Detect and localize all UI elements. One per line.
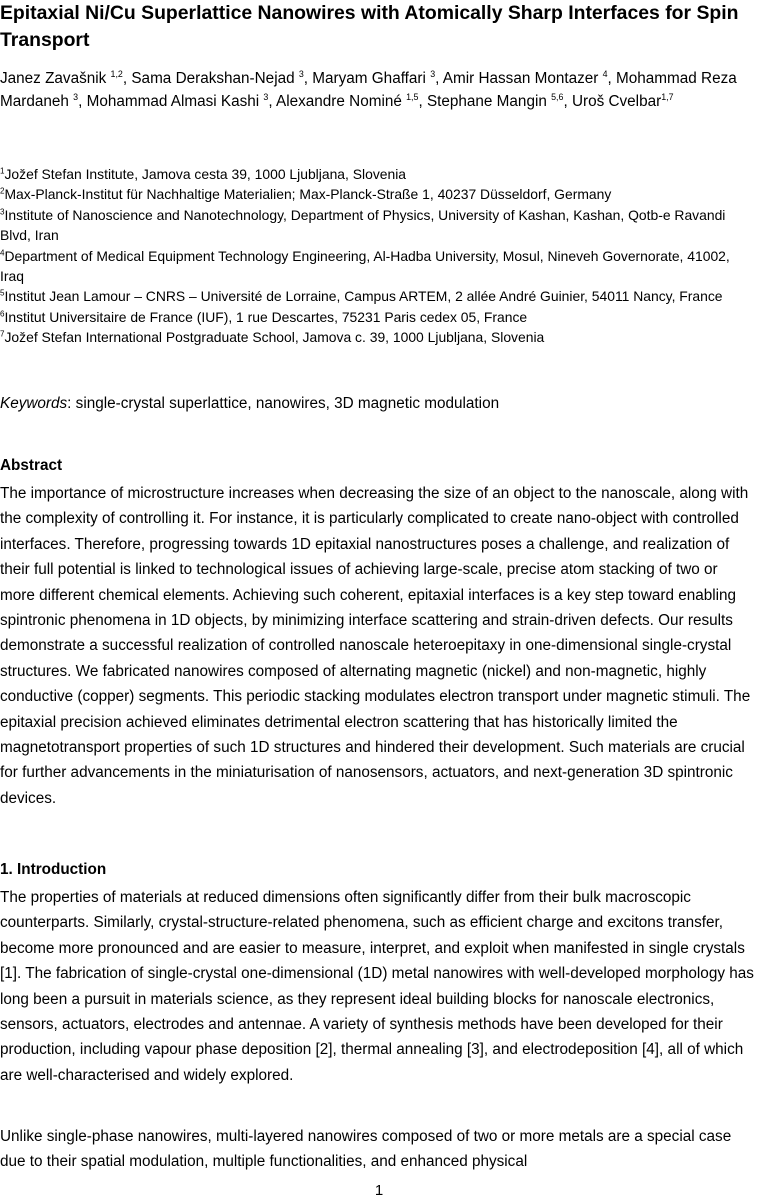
author: Sama Derakshan-Nejad $^3$ [131, 68, 304, 87]
author: Janez Zavašnik $^{1,2}$ [0, 68, 123, 87]
author-list: Janez Zavašnik $^{1,2}$, Sama Derakshan-Nejad $^3$, Maryam Ghaffari $^3$, Amir Hassan Montazer $^4$, Mohammad Reza Mardaneh $^3$, Mohammad Almasi Kashi $^3$, Alexandre Nominé $^{1,5}$, Stephane Mangin $^{5,6}$, Uroš Cvelbar$^{1,7}$ [0, 68, 737, 110]
abstract-text: The importance of microstructure increases when decreasing the size of an object to the nanoscale, along with the complexity of controlling it. For instance, it is particularly complicated to create nano-object with controlled interfaces. Therefore, progressing towards 1D epitaxial nanostructures poses a challenge, and realization of their full potential is linked to technological issues of achieving large-scale, precise atom stacking of two or more different chemical elements. Achieving such coherent, epitaxial interfaces is a key step toward enabling spintronic phenomena in 1D objects, by minimizing interface scattering and strain-driven defects. Our results demonstrate a successful realization of controlled nanoscale heteroepitaxy in one-dimensional single-crystal structures. We fabricated nanowires composed of alternating magnetic (nickel) and non-magnetic, highly conductive (copper) segments. This periodic stacking modulates electron transport under magnetic stimuli. The epitaxial precision achieved eliminates detrimental electron scattering that has historically limited the magnetotransport properties of such 1D structures and hindered their development. Such materials are crucial for further advancements in the miniaturisation of nanosensors, actuators, and next-generation 3D spintronic devices. [0, 485, 751, 807]
introduction-paragraph: The properties of materials at reduced dimensions often significantly differ from their bulk macroscopic counterparts. Similarly, crystal-structure-related phenomena, such as efficient charge and excitons transfer, become more pronounced and are easier to measure, interpret, and exploit when manifested in single crystals [1]. The fabrication of single-crystal one-dimensional (1D) metal nanowires with well-developed morphology has long been a pursuit in materials science, as they represent ideal building blocks for nanoscale electronics, sensors, actuators, electrodes and antennae. A variety of synthesis methods have been developed for their production, including vapour phase deposition [2], thermal annealing [3], and electrodeposition [4], all of which are well-characterised and widely explored. [0, 889, 754, 1084]
author: Mohammad Reza Mardaneh $^3$ [0, 70, 737, 110]
author: Mohammad Almasi Kashi $^3$ [86, 91, 269, 110]
keywords-text: : single-crystal superlattice, nanowires, 3D magnetic modulation [67, 395, 500, 412]
introduction-paragraph: Unlike single-phase nanowires, multi-layered nanowires composed of two or more metals are a special case due to their spatial modulation, multiple functionalities, and enhanced physical [0, 1128, 732, 1171]
affiliation: $^3$Institute of Nanoscience and Nanotechnology, Department of Physics, University of Kashan, Kashan, Qotb-e Ravandi Blvd, Iran [0, 206, 726, 244]
affiliation: $^1$Jožef Stefan Institute, Jamova cesta 39, 1000 Ljubljana, Slovenia [0, 166, 407, 182]
keywords [0, 392, 756, 415]
author: Stephane Mangin $^{5,6}$ [426, 91, 564, 110]
affiliation: $^7$Jožef Stefan International Postgraduate School, Jamova c. 39, 1000 Ljubljana, Slovenia [0, 329, 545, 346]
affiliation: $^5$Institut Jean Lamour – CNRS – Université de Lorraine, Campus ARTEM, 2 allée André Guinier, 54011 Nancy, France [0, 288, 723, 305]
author: Amir Hassan Montazer $^4$ [442, 68, 608, 87]
introduction-heading: 1. Introduction [0, 861, 107, 878]
affiliation: $^6$Institut Universitaire de France (IUF), 1 rue Descartes, 75231 Paris cedex 05, France [0, 308, 528, 325]
author: Alexandre Nominé $^{1,5}$ [276, 91, 419, 110]
author: Maryam Ghaffari $^3$ [312, 68, 436, 87]
paper-title: Epitaxial Ni/Cu Superlattice Nanowires with Atomically Sharp Interfaces for Spin Transport [0, 2, 739, 51]
abstract-heading: Abstract [0, 457, 63, 474]
author: Uroš Cvelbar$^{1,7}$ [571, 91, 674, 110]
page-number: 1 [374, 1182, 384, 1199]
affiliation: $^2$Max-Planck-Institut für Nachhaltige Materialien; Max-Planck-Straße 1, 40237 Düsseldorf, Germany [0, 186, 612, 203]
affiliation: $^4$Department of Medical Equipment Technology Engineering, Al-Hadba University, Mosul, Nineveh Governorate, 41002, Iraq [0, 247, 730, 285]
keywords-label: Keywords [0, 395, 68, 412]
affiliation-list [0, 164, 756, 348]
